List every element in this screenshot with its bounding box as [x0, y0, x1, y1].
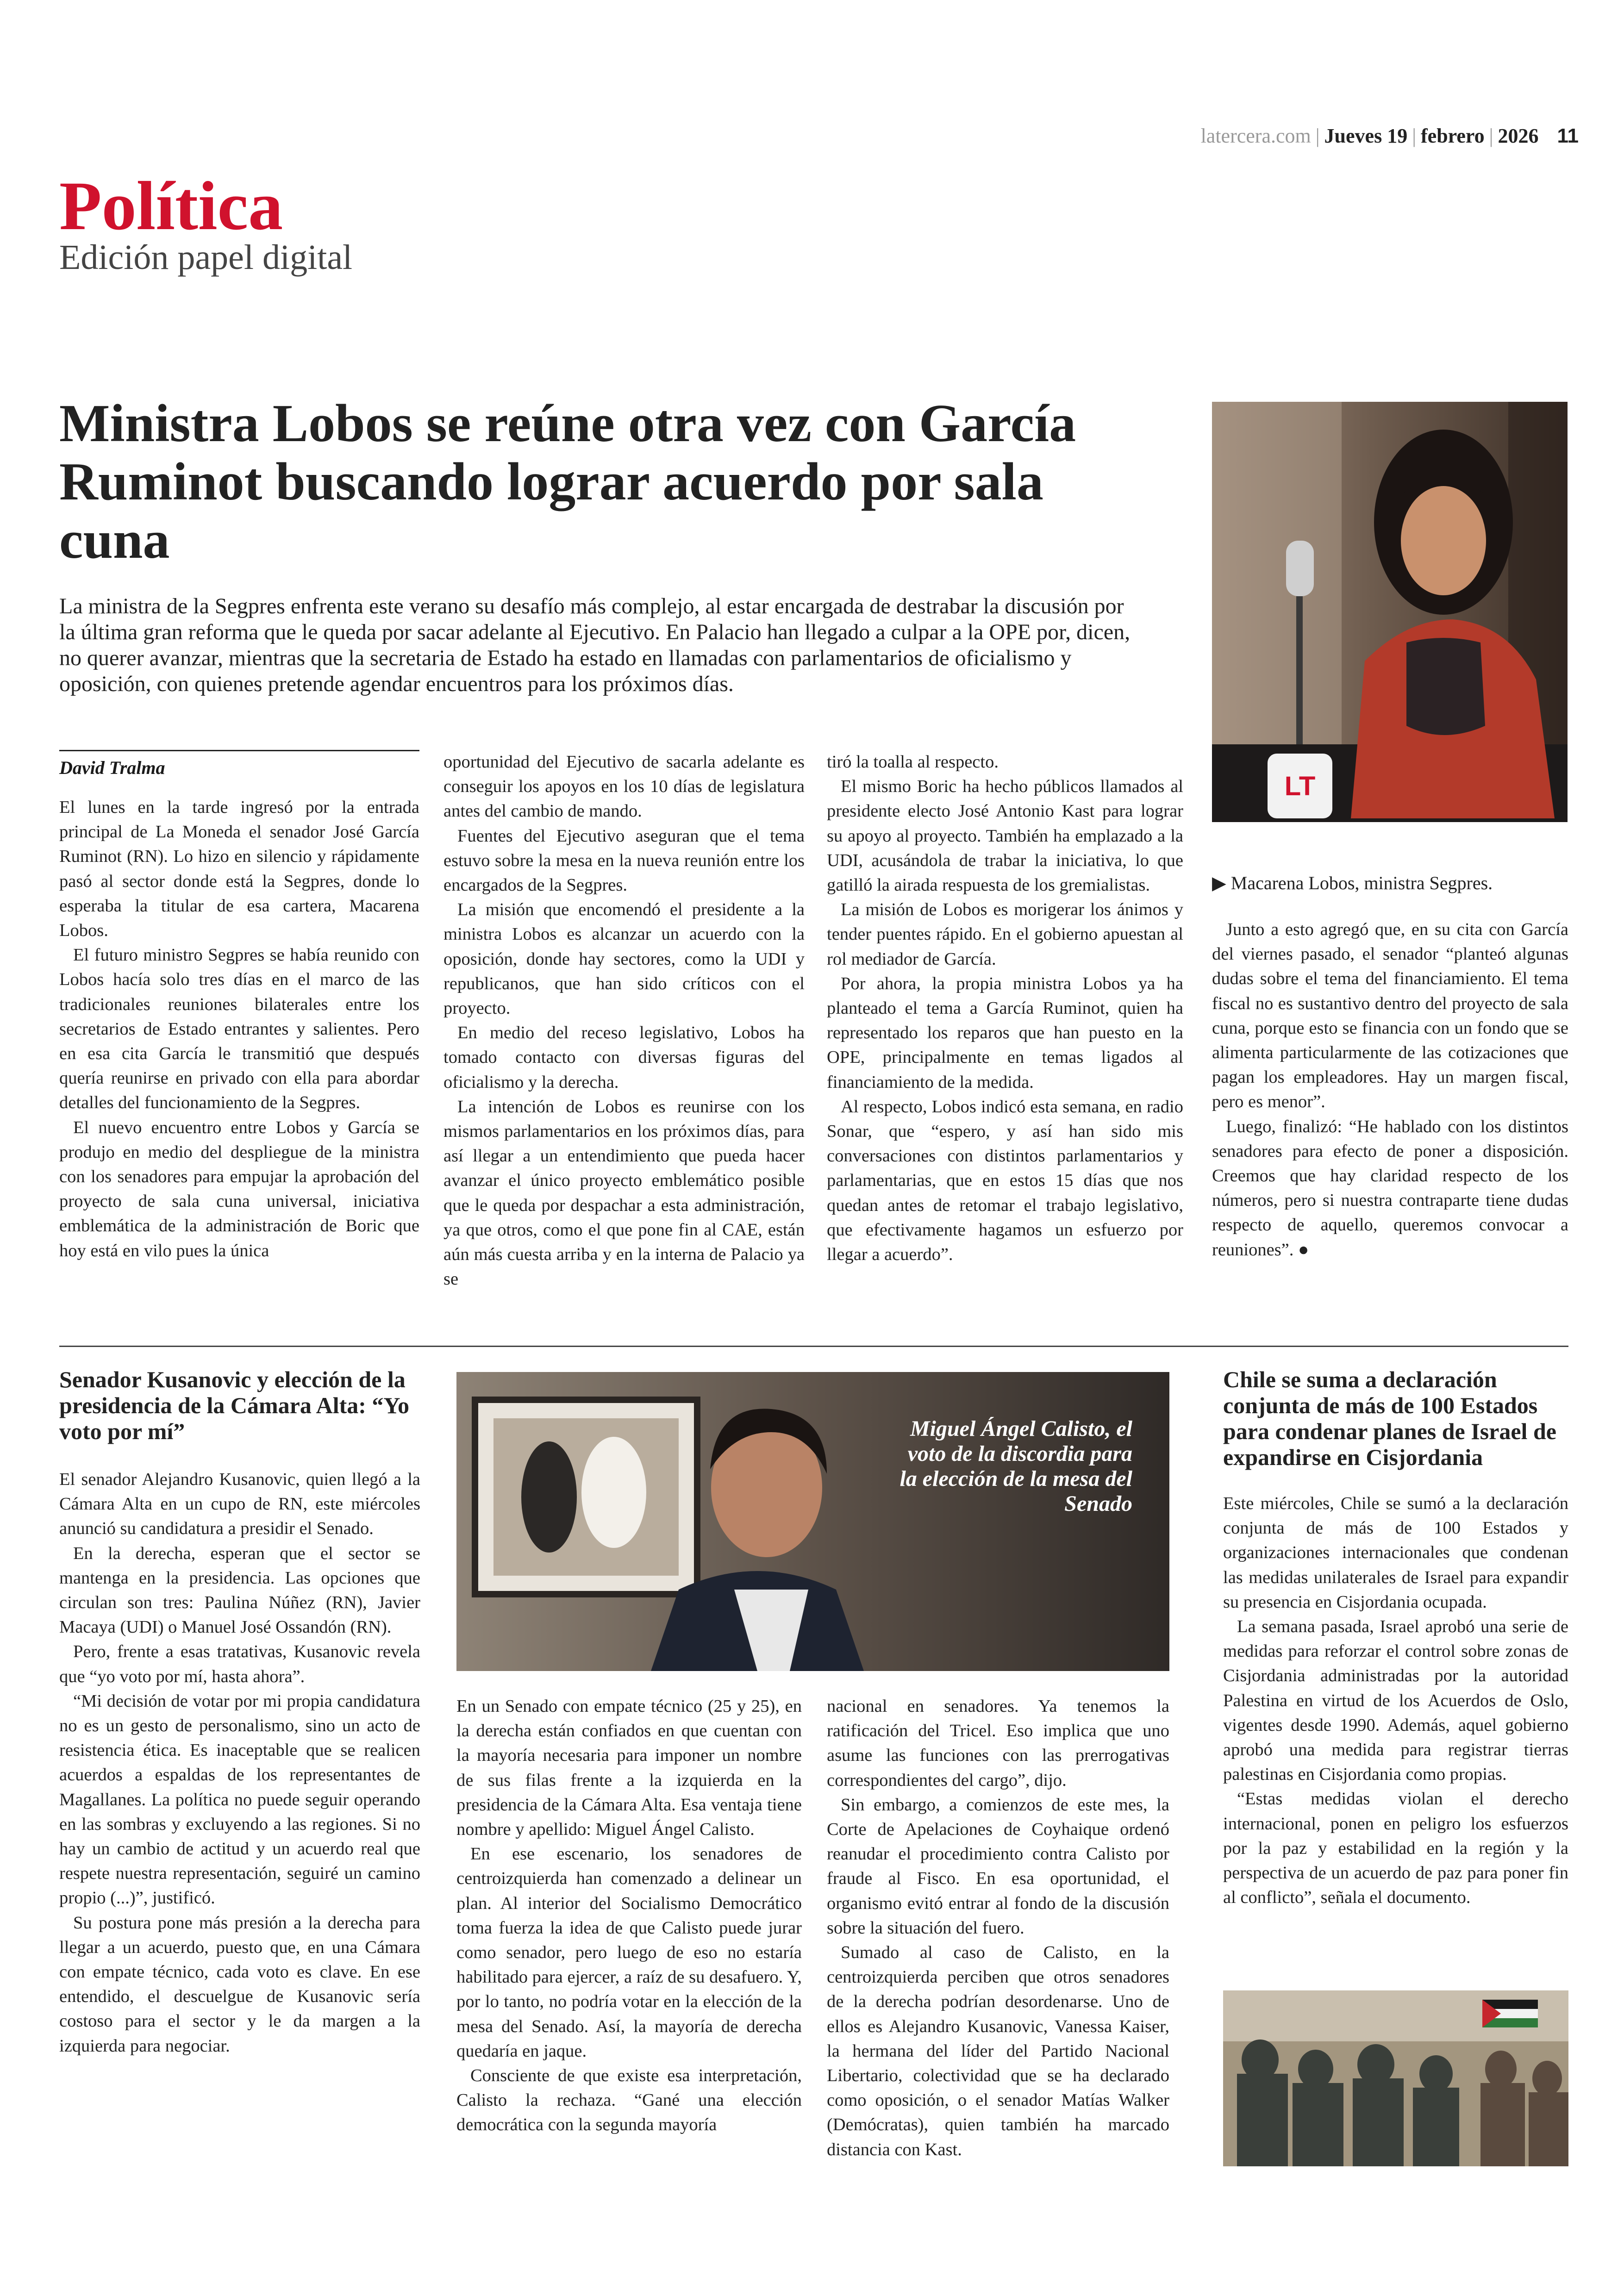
edition-label: Edición papel digital	[59, 238, 353, 277]
main-col3-p2: El mismo Boric ha hecho públicos llamados al presidente electo José Antonio Kast para lograr su apoyo al proyecto. También ha emplazado a la UDI, acusándola de trabar la iniciativa, lo que gatilló la airada respuesta de los gremialistas.	[827, 777, 1183, 895]
main-photo	[1212, 402, 1568, 822]
main-col2-p5: La intención de Lobos es reunirse con los mismos parlamentarios en los próximos días, para así llegar a un entendimiento que pueda hacer avanzar el único proyecto emblemático posible que le queda por despachar a esta administración, ya que otros, como el que pone fin al CAE, están aún más cuesta arriba y en la interna de Palacio ya se	[443, 1097, 805, 1289]
cisjordania-column	[1223, 1491, 1568, 1910]
main-col3-p1: tiró la toalla al respecto.	[827, 752, 999, 772]
calisto-column-1	[456, 1694, 802, 2138]
cisjordania-p2: La semana pasada, Israel aprobó una serie de medidas para reforzar el control sobre zonas de Cisjordania administradas por la autoridad Palestina en virtud de los Acuerdos de Oslo, vigentes desde 1990. Además, aquel gobierno aprobó una medida para registrar tierras palestinas en Cisjordania como propias.	[1223, 1617, 1568, 1784]
kusanovic-p1: El senador Alejandro Kusanovic, quien llegó a la Cámara Alta en un cupo de RN, este miércoles anunció su candidatura a presidir el Senado.	[59, 1470, 420, 1539]
main-col1-p3: El nuevo encuentro entre Lobos y García se produjo en medio del despliegue de la ministra con los senadores para empujar la aprobación del proyecto de sala cuna universal, iniciativa emblemática de la administración de Boric que hoy está en vilo pues la única	[59, 1117, 419, 1260]
calisto-col1-p3: Consciente de que existe esa interpretación, Calisto la rechaza. “Gané una elección democrática con la segunda mayoría	[456, 2066, 802, 2135]
main-photo-caption: ▶ Macarena Lobos, ministra Segpres.	[1212, 873, 1493, 893]
main-column-3	[827, 750, 1183, 1267]
calisto-col2-p1: nacional en senadores. Ya tenemos la ratificación del Tricel. Eso implica que uno asume las funciones con las prerrogativas correspondientes del cargo”, dijo.	[827, 1696, 1169, 1790]
kusanovic-p5: Su postura pone más presión a la derecha para llegar a un acuerdo, puesto que, en una Cámara con empate técnico, cada voto es clave. En ese entendido, el descuelgue de Kusanovic sería costoso para el sector y le da margen a la izquierda para negociar.	[59, 1913, 420, 2056]
kusanovic-p3: Pero, frente a esas tratativas, Kusanovic revela que “yo voto por mí, hasta ahora”.	[59, 1642, 420, 1686]
main-col1-p2: El futuro ministro Segpres se había reunido con Lobos hacía solo tres días en el marco de las tradicionales reuniones bilaterales entre los secretarios de Estado entrantes y salientes. Pero en esa cita García le transmitió que después quería reunirse en privado con ella para abordar detalles del funcionamiento de la Segpres.	[59, 945, 419, 1113]
cisjordania-p1: Este miércoles, Chile se sumó a la declaración conjunta de más de 100 Estados y organizaciones internacionales que condenan las medidas unilaterales de Israel para expandir su presencia en Cisjordania ocupada.	[1223, 1494, 1568, 1612]
main-headline: Ministra Lobos se reúne otra vez con García Ruminot buscando lograr acuerdo por sala cuna	[59, 394, 1076, 570]
cisjordania-photo	[1223, 1990, 1568, 2166]
masthead-site: latercera.com	[1200, 125, 1311, 147]
kusanovic-p2: En la derecha, esperan que el sector se mantenga en la presidencia. Las opciones que circulan son tres: Paulina Núñez (RN), Javier Macaya (UDI) o Manuel José Ossandón (RN).	[59, 1543, 420, 1637]
cisjordania-title: Chile se suma a declaración conjunta de más de 100 Estados para condenar planes de Israel de expandirse en Cisjordania	[1223, 1366, 1556, 1470]
masthead-year: 2026	[1498, 125, 1539, 147]
main-col3-p3: La misión de Lobos es morigerar los ánimos y tender puentes rápido. En el gobierno apuestan al rol mediador de García.	[827, 900, 1183, 969]
calisto-photo-overlay: Miguel Ángel Calisto, el voto de la discordia para la elección de la mesa del Senado	[899, 1416, 1132, 1516]
main-col2-p3: La misión que encomendó el presidente a la ministra Lobos es alcanzar un acuerdo con la oposición, donde hay sectores, como la UDI y republicanos, que han sido críticos con el proyecto.	[443, 900, 805, 1018]
main-col3-p5: Al respecto, Lobos indicó esta semana, en radio Sonar, que “espero, y así han sido mis conversaciones con distintos parlamentarios y parlamentarias, que en estos 15 días que nos quedan antes de retomar el trabajo legislativo, que efectivamente hagamos un esfuerzo por llegar a acuerdo”.	[827, 1097, 1183, 1265]
masthead-day: Jueves 19	[1324, 125, 1408, 147]
main-column-4	[1212, 917, 1568, 1262]
section-divider	[59, 1346, 1568, 1347]
main-column-2	[443, 750, 805, 1291]
main-col2-p2: Fuentes del Ejecutivo aseguran que el tema estuvo sobre la mesa en la nueva reunión entre los encargados de la Segpres.	[443, 826, 805, 895]
main-col3-p4: Por ahora, la propia ministra Lobos ya ha planteado el tema a García Ruminot, quien ha representado los reparos que han puesto en la OPE, principalmente en temas ligados al financiamiento de la medida.	[827, 973, 1183, 1092]
byline: David Tralma	[59, 750, 419, 779]
main-col2-p1: oportunidad del Ejecutivo de sacarla adelante es conseguir los apoyos en los 10 días de legislatura antes del cambio de mando.	[443, 752, 805, 821]
masthead: latercera.com | Jueves 19 | febrero | 2026 11	[1200, 125, 1579, 147]
main-col4-p1: Junto a esto agregó que, en su cita con García del viernes pasado, el senador “planteó algunas dudas sobre el tema del financiamiento. El tema fiscal no es sustantivo dentro del proyecto de sala cuna, porque esto se financia con un fondo que se alimenta particularmente de las cotizaciones que pagan los empleadores. Hay un margen fiscal, pero es menor”.	[1212, 920, 1568, 1112]
section-title: Política	[59, 168, 283, 244]
main-col4-p2: Luego, finalizó: “He hablado con los distintos senadores para efecto de poner a disposición. Creemos que hay claridad respecto de los números, pero si nuestra contraparte tiene dudas respecto de aquello, queremos convocar a reuniones”. ●	[1212, 1116, 1568, 1260]
kusanovic-column	[59, 1467, 420, 2058]
mug-logo: LT	[1284, 771, 1316, 801]
kusanovic-title: Senador Kusanovic y elección de la presidencia de la Cámara Alta: “Yo voto por mí”	[59, 1366, 409, 1444]
kusanovic-p4: “Mi decisión de votar por mi propia candidatura no es un gesto de personalismo, sino un acto de resistencia ética. Es inaceptable que se realicen acuerdos a espaldas de los representantes de Magallanes. La política no puede seguir operando en las sombras y excluyendo a las regiones. Si no hay un cambio de actitud y un acuerdo real que respete nuestra representación, seguiré un camino propio (...)”, justificó.	[59, 1691, 420, 1908]
calisto-col1-p1: En un Senado con empate técnico (25 y 25), en la derecha están confiados en que cuentan con la mayoría necesaria para imponer un nombre de sus filas frente a la izquierda en la presidencia de la Cámara Alta. Esa ventaja tiene nombre y apellido: Miguel Ángel Calisto.	[456, 1696, 802, 1840]
main-col2-p4: En medio del receso legislativo, Lobos ha tomado contacto con diversas figuras del oficialismo y la derecha.	[443, 1023, 805, 1092]
calisto-col2-p2: Sin embargo, a comienzos de este mes, la Corte de Apelaciones de Coyhaique ordenó reanudar el procedimiento contra Calisto por fraude al Fisco. En esa oportunidad, el organismo evitó entrar al fondo de la discusión sobre la situación del fuero.	[827, 1795, 1169, 1938]
page-number: 11	[1557, 125, 1579, 147]
calisto-photo	[456, 1372, 1169, 1671]
calisto-column-2	[827, 1694, 1169, 2162]
calisto-col2-p3: Sumado al caso de Calisto, en la centroizquierda perciben que otros senadores de la derecha podrían desordenarse. Uno de ellos es Alejandro Kusanovic, Vanessa Kaiser, la hermana del líder del Partido Nacional Libertario, colectividad que se ha declarado como oposición, o el senador Matías Walker (Demócratas), quien también ha marcado distancia con Kast.	[827, 1943, 1169, 2159]
cisjordania-p3: “Estas medidas violan el derecho internacional, ponen en peligro los esfuerzos por la paz y estabilidad en la región y la perspectiva de un acuerdo de paz para poner fin al conflicto”, señala el documento.	[1223, 1789, 1568, 1908]
main-col1-p1: El lunes en la tarde ingresó por la entrada principal de La Moneda el senador José García Ruminot (RN). Lo hizo en silencio y rápidamente pasó al sector donde está la Segpres, donde lo esperaba la titular de esa cartera, Macarena Lobos.	[59, 798, 419, 941]
main-deck: La ministra de la Segpres enfrenta este verano su desafío más complejo, al estar encargada de destrabar la discusión por la última gran reforma que le queda por sacar adelante al Ejecutivo. En Palacio han llegado a culpar a la OPE por, dicen, no querer avanzar, mientras que la secretaria de Estado ha estado en llamadas con parlamentarios de oficialismo y oposición, con quienes pretende agendar encuentros para los próximos días.	[59, 594, 1131, 696]
main-column-1	[59, 795, 419, 1263]
masthead-month: febrero	[1421, 125, 1485, 147]
calisto-col1-p2: En ese escenario, los senadores de centroizquierda han comenzado a delinear un plan. Al interior del Socialismo Democrático toma fuerza la idea de que Calisto puede jurar como senador, pero luego de eso no estaría habilitado para ejercer, a raíz de su desafuero. Y, por lo tanto, no podría votar en la elección de la mesa del Senado. Así, la mayoría de derecha quedaría en jaque.	[456, 1844, 802, 2061]
